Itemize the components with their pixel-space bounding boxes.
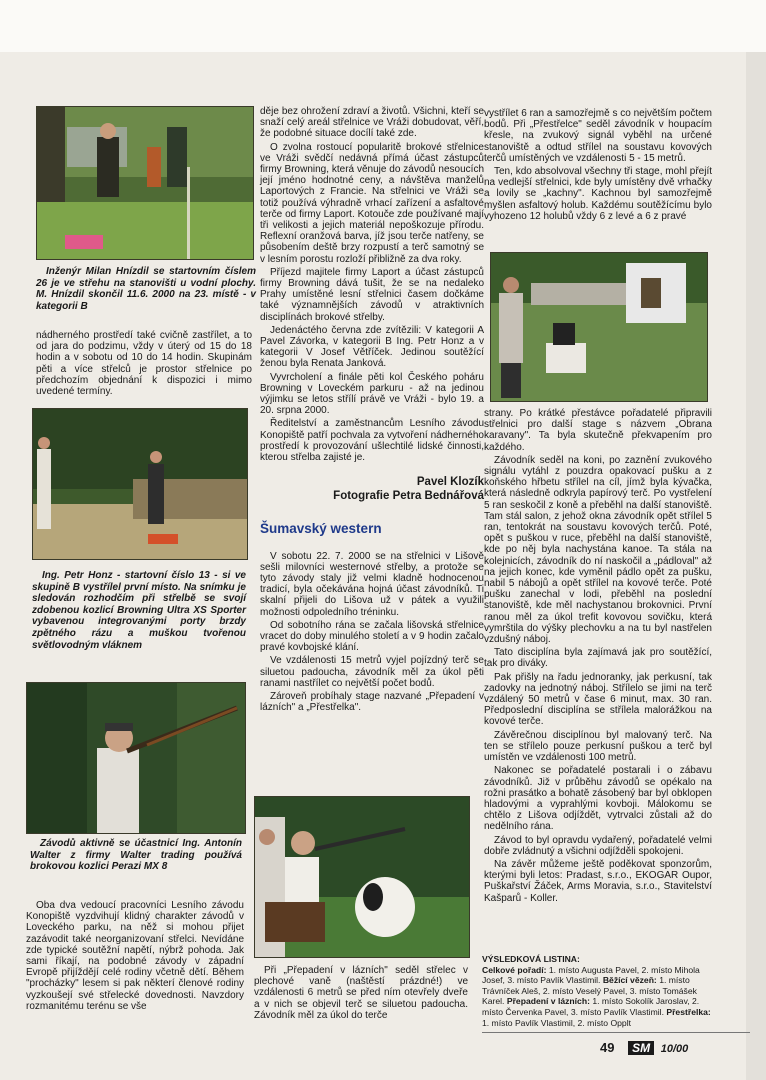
column-1-text-a — [36, 330, 252, 399]
paragraph: strany. Po krátké přestávce pořadatelé připravili střelnici pro další stage s názvem „Obrana karavany". Ta byla skutečně překvapením pro každého. — [484, 408, 712, 453]
caption-block-2 — [32, 570, 246, 653]
paragraph: Oba dva vedoucí pracovníci Lesního závodu Konopiště vyzdvihují klidný charakter závodů v Loveckého parku, na něž si mohou přijet zazávodit také neorganizovaní střelci. Nevídáne zde typické soutěžní napětí, nýbrž pohoda. Jak sami říkají, na podobné závody v západní Evropě přijíždějí celé rodiny včetně dětí. Během "procházky" lesem si pak některí členové rodiny vyzkoušejí své střelecké dovednosti. Navzdory rozmanitému terénu se vše — [26, 900, 244, 1012]
scan-right-edge — [746, 52, 766, 1080]
paragraph: Příjezd majitele firmy Laport a účast zástupců firmy Browning dává tušit, že se na nedaleko Prahy umístěné lesní střelnici časem dočkáme také významnějších závodů v atraktivních disciplínách brokové střelby. — [260, 266, 484, 323]
photo-petr-honz — [32, 408, 248, 560]
page-number: 49 — [600, 1040, 615, 1055]
paragraph: Závodník seděl na koni, po zaznění zvukového signálu vytáhl z pouzdra opakovací pušku a z koňského hřbetu střílel na cíl, jímž byla kývačka, která následně odkryla papírový terč. Po vystřelení 5 ran seskočil z koně a přeběhl na další stanoviště. Tam stál salon, z jehož okna závodník opět střílel 5 ran, tentokrát na soustavu kovových terčů. Poté, opět s puškou v ruce, přeběhl na další stanoviště, kde po něj byla nachystána kanoe. Ta stála na kolejnicích, závodník do ní naskočil a „pádloval" až na jejich konec, kde vyměnil pádlo opět za pušku, nabil 5 nábojů a opět střílel na kovové terče. Poté pušku zanechal v lodi, přeběhl na poslední stanoviště, kde měl nachystanou brokovnici. První ranou měl za úkol trefit kovovou sovičku, která vymrštila do výšky plechovku a na tu byl nastřelen vzdušný náboj. — [484, 454, 712, 646]
paragraph: Pak přišly na řadu jednoranky, jak perkusní, tak zadovky na jednotný náboj. Střílelo se jimi na terč vzdálený 50 metrů v čase 6 minut, max. 30 ran. Předposlední disciplína se střílela malorážkou na kovové terče. — [484, 671, 712, 728]
results-label: Přepadení v lázních: — [506, 996, 590, 1007]
results-list — [482, 954, 712, 1028]
scan-top-margin — [0, 0, 766, 52]
paragraph: Od sobotního rána se začala lišovská střelnice vracet do doby minulého století a v 9 hodin začalo pravé kovbojské klání. — [260, 619, 484, 654]
paragraph: Na závěr můžeme ještě poděkovat sponzorům, kterými byli letos: Pradast, s.r.o., EKOGAR Oupor, Puškařství Žáček, Arms Moravia, s.r.o., Stavitelství Kašparů - Koller. — [484, 858, 712, 904]
article-heading: Šumavský western — [260, 521, 382, 537]
page-footer — [600, 1040, 688, 1055]
photo-caption: Ing. Petr Honz - startovní číslo 13 - si ve skupině B vystřílel první místo. Na snímku je sledován rozhodčím při střelbě se svojí zdobenou kozlicí Browning Ultra XS Sporter vybavenou integrovanými porty brzdy zpětného rázu a muškou tvořenou světlovodným vláknem — [32, 570, 246, 651]
column-3-text-a — [484, 108, 712, 224]
paragraph: Tato disciplína byla zajímavá jak pro soutěžící, tak pro diváky. — [484, 647, 712, 670]
caption-block-3 — [30, 838, 242, 875]
photo-credit: Fotografie Petra Bednářová — [333, 490, 484, 503]
caption-block-1 — [36, 266, 256, 314]
results-text: 1. místo Pavlík Vlastimil, 2. místo Opplt — [482, 1017, 632, 1028]
issue-number: 10/00 — [660, 1043, 689, 1055]
paragraph: Ředitelství a zaměstnancům Lesního závodu Konopiště patří pochvala za vytvoření nádherného prostředí k provozování ušlechtilé lidské činnosti, kterou střelba zajisté je. — [260, 418, 484, 464]
photo-caption: Inženýr Milan Hnízdil se startovním číslem 26 je ve střehu na stanovišti u vodní plochy. M. Hnízdil skončil 11.6. 2000 na 23. místě - v kategorii B — [36, 266, 256, 312]
paragraph: vystřílet 6 ran a samozřejmě s co největším počtem bodů. Při „Přestřelce" seděl závodník v houpacím křesle, na zvukový signál vyběhl na určené stanoviště a odtud střílel na soustavu kovových terčů umístěných ve vzdálenosti 5 - 15 metrů. — [484, 108, 712, 164]
column-2-text — [260, 106, 484, 715]
magazine-logo: SM — [628, 1041, 654, 1055]
author-name: Pavel Klozík — [416, 476, 484, 489]
photo-shooting-range — [490, 252, 708, 402]
results-title: VÝSLEDKOVÁ LISTINA: — [482, 954, 580, 964]
column-2-text-b — [254, 965, 468, 1023]
results-label: Přestřelka: — [666, 1006, 711, 1017]
paragraph: Ve vzdálenosti 15 metrů vyjel pojízdný terč se siluetou padoucha, závodník měl za úkol pěti ranami nastřílet co největší počet bodů. — [260, 655, 484, 689]
column-3-text-b — [484, 408, 712, 906]
paragraph: Závod to byl opravdu vydařený, pořadatelé velmi dobře zvládnutý a všichni odjížděli spokojeni. — [484, 834, 712, 857]
photo-milan-hnizdil — [36, 106, 254, 260]
footer-rule — [482, 1032, 750, 1033]
photo-antonin-walter — [26, 682, 246, 834]
paragraph: V sobotu 22. 7. 2000 se na střelnici v Lišově sešli milovníci westernové střelby, a protože se tyto závody staly již velmi kladně hodnocenou tradicí, byla očekávána hojná účast závodníků. Ti skalní přijeli do Lišova už v pátek a využili možnosti odpoledního tréninku. — [260, 550, 484, 618]
results-text: 1. místo Augusta Pavel, 2. místo Mihola Josef, 3. místo Pavlík Vlastimil. — [482, 964, 700, 986]
paragraph: Nakonec se pořadatelé postarali i o zábavu závodníků. Již v průběhu závodů se opékalo na rožni prasátko a bohatě zásobený bar byl obklopen hladovými a vyprahlými kovboji. Málokomu se chtělo z Lišova odjíždět, vytrvalci zůstali až do nedělního rána. — [484, 765, 712, 833]
paragraph: Ten, kdo absolvoval všechny tři stage, mohl přejít na vedlejší střelnici, kde byly umístěny dvě vrhačky a lovily se „kachny". Kachnou byl samozřejmě myšlen asfaltový holub. Každému soutěžícímu bylo vyhozeno 12 holubů vždy 6 z levé a 6 z pravé — [484, 166, 712, 222]
paragraph: Jedenáctého června zde zvítězili: V kategorii A Pavel Závorka, v kategorii B Ing. Petr Honz a v kategorii V Josef Větříček. Jedinou soutěžící ženou byla Renata Janková. — [260, 324, 484, 370]
paragraph: děje bez ohrožení zdraví a životů. Všichni, kteří se snaží celý areál střelnice ve Vráži dobudovat, věří, že podobné situace docílí také zde. — [260, 106, 484, 140]
paragraph: Vyvrcholení a finále pěti kol Českého poháru Browning v Loveckém parkuru - až na jedinou výjimku se letos střílí právě ve Vráži - bylo 19. a 20. srpna 2000. — [260, 371, 484, 417]
paragraph: Závěrečnou disciplínou byl malovaný terč. Na ten se střílelo pouze perkusní puškou a terč byl umístěn ve vzdálenosti 100 metrů. — [484, 729, 712, 764]
results-text: 1. místo Trávníček Aleš, 2. místo Veselý Pavel, 3. místo Tomášek Karel. — [482, 975, 697, 1007]
results-label: Celkové pořadí: — [482, 964, 547, 975]
photo-caption: Závodů aktivně se účastnicí Ing. Antonín Walter z firmy Walter trading používá brokovou kozlici Perazi MX 8 — [30, 838, 242, 873]
photo-western-shooter — [254, 796, 470, 958]
paragraph: nádherného prostředí také cvičně zastřílet, a to od jara do podzimu, vždy v úterý od 15 do 18 hodin a v sobotu od 10 do 14 hodin. Skupinám pěti a více střelců je prostor střelnice po předchozím objednání k dispozici i mimo uvedené termíny. — [36, 330, 252, 398]
paragraph: O zvolna rostoucí popularitě brokové střelnice ve Vráži svědčí nedávná přímá účast zástupců firmy Browning, která věnuje do závodů nesoucích její jméno hodnotné ceny, a návštěva manželů Laportových z Francie. Na střelnici ve Vráži se totiž používá výhradně vrhací zařízení a asfaltové terče od firmy Laport. Kotouče zde používané mají tři velikosti a jejich materiál nepoškozuje přírodu. Reflexní oranžová barva, jíž jsou terče natřeny, se působením deště brzy rozpustí a terč samotný se v lesním porostu rozloží přibližně za dva roky. — [260, 141, 484, 265]
paragraph: Zároveň probíhaly stage nazvané „Přepadení v lázních" a „Přestřelka". — [260, 690, 484, 714]
paragraph: Při „Přepadení v lázních" seděl střelec v plechové vaně (naštěstí prázdné!) ve vzdálenosti 6 metrů se před ním otevřely dveře a v nich se objevil terč se siluetou padoucha. Závodník měl za úkol do terče — [254, 965, 468, 1021]
column-1-text-b — [26, 900, 244, 1014]
results-text: 1. místo Sokolík Jaroslav, 2. místo Červenka Pavel, 3. místo Pavlík Vlastimil. — [482, 996, 700, 1017]
results-label: Běžící vězeň: — [602, 975, 657, 986]
